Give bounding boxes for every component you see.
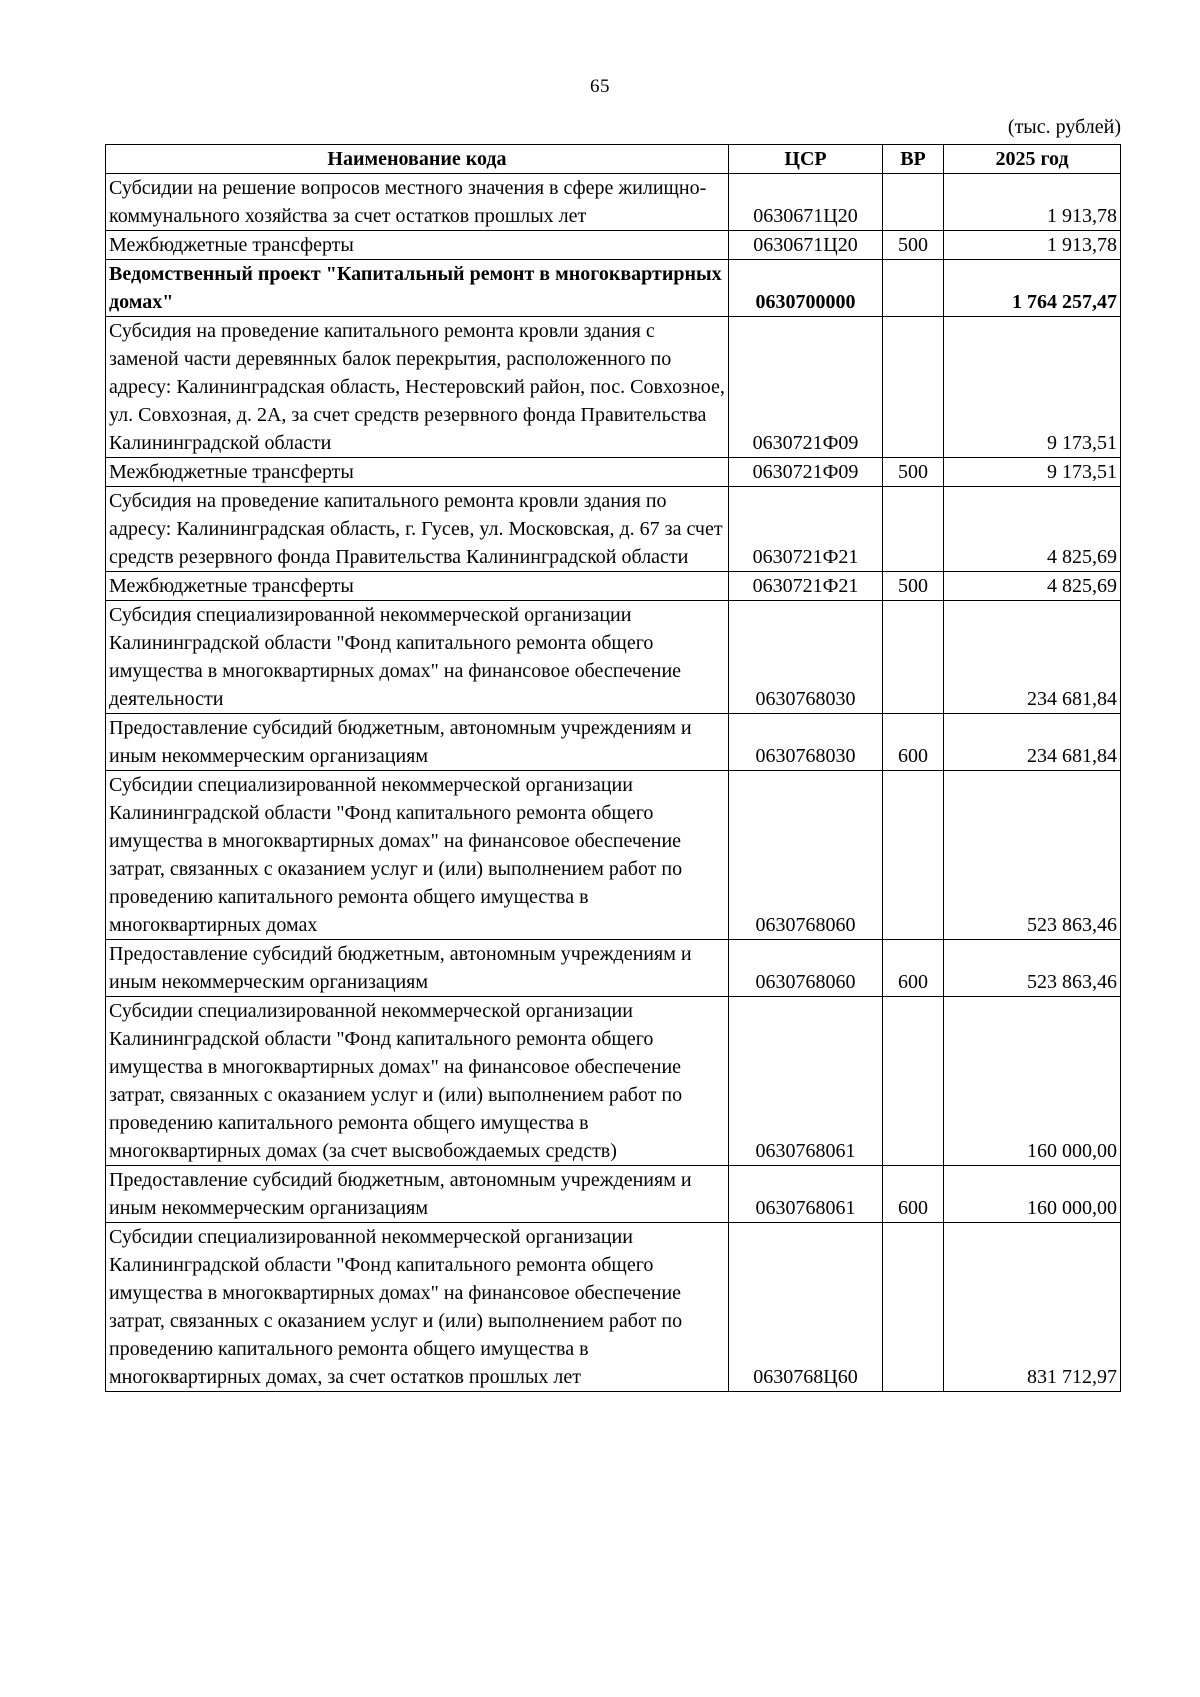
cell-vr: 600: [883, 940, 944, 997]
cell-name: Субсидии специализированной некоммерческой организации Калининградской области "Фонд капитального ремонта общего имущества в многоквартирных домах" на финансовое обеспечение затрат, связанных с оказанием услуг и (или) выполнением работ по проведению капитального ремонта общего имущества в многоквартирных домах (за счет высвобождаемых средств): [106, 997, 729, 1166]
cell-csr: 0630768030: [729, 601, 883, 714]
cell-amount: 523 863,46: [944, 940, 1121, 997]
cell-name: Субсидия специализированной некоммерческой организации Калининградской области "Фонд капитального ремонта общего имущества в многоквартирных домах" на финансовое обеспечение деятельности: [106, 601, 729, 714]
cell-name: Субсидии специализированной некоммерческой организации Калининградской области "Фонд капитального ремонта общего имущества в многоквартирных домах" на финансовое обеспечение затрат, связанных с оказанием услуг и (или) выполнением работ по проведению капитального ремонта общего имущества в многоквартирных домах: [106, 771, 729, 940]
cell-csr: 0630721Ф21: [729, 487, 883, 572]
table-row: [106, 997, 1121, 1166]
table-row: [106, 458, 1121, 487]
cell-csr: 0630700000: [729, 260, 883, 317]
cell-amount: 160 000,00: [944, 1166, 1121, 1223]
cell-vr: 500: [883, 231, 944, 260]
table-row: [106, 572, 1121, 601]
cell-amount: 1 913,78: [944, 231, 1121, 260]
cell-vr: [883, 317, 944, 458]
cell-vr: [883, 997, 944, 1166]
table-row: [106, 317, 1121, 458]
cell-vr: [883, 174, 944, 231]
table-row: [106, 260, 1121, 317]
cell-amount: 523 863,46: [944, 771, 1121, 940]
cell-name: Предоставление субсидий бюджетным, автономным учреждениям и иным некоммерческим организациям: [106, 940, 729, 997]
cell-name: Межбюджетные трансферты: [106, 458, 729, 487]
cell-csr: 0630768060: [729, 771, 883, 940]
budget-table: [105, 144, 1121, 1392]
header-name: Наименование кода: [106, 145, 729, 174]
cell-amount: 1 764 257,47: [944, 260, 1121, 317]
cell-csr: 0630721Ф09: [729, 458, 883, 487]
cell-vr: 500: [883, 458, 944, 487]
cell-amount: 4 825,69: [944, 572, 1121, 601]
cell-name: Субсидия на проведение капитального ремонта кровли здания с заменой части деревянных балок перекрытия, расположенного по адресу: Калининградская область, Нестеровский район, пос. Совхозное, ул. Совхозная, д. 2А, за счет средств резервного фонда Правительства Калининградской области: [106, 317, 729, 458]
cell-csr: 0630768030: [729, 714, 883, 771]
cell-csr: 0630768061: [729, 997, 883, 1166]
table-row: [106, 1166, 1121, 1223]
cell-csr: 0630721Ф21: [729, 572, 883, 601]
cell-vr: [883, 771, 944, 940]
cell-amount: 234 681,84: [944, 601, 1121, 714]
cell-amount: 234 681,84: [944, 714, 1121, 771]
cell-vr: [883, 487, 944, 572]
cell-name: Субсидия на проведение капитального ремонта кровли здания по адресу: Калининградская область, г. Гусев, ул. Московская, д. 67 за счет средств резервного фонда Правительства Калининградской области: [106, 487, 729, 572]
cell-amount: 831 712,97: [944, 1223, 1121, 1392]
cell-name: Субсидии специализированной некоммерческой организации Калининградской области "Фонд капитального ремонта общего имущества в многоквартирных домах" на финансовое обеспечение затрат, связанных с оказанием услуг и (или) выполнением работ по проведению капитального ремонта общего имущества в многоквартирных домах, за счет остатков прошлых лет: [106, 1223, 729, 1392]
cell-csr: 0630768060: [729, 940, 883, 997]
cell-amount: 160 000,00: [944, 997, 1121, 1166]
table-row: [106, 231, 1121, 260]
header-amount: 2025 год: [944, 145, 1121, 174]
table-row: [106, 601, 1121, 714]
table-row: [106, 940, 1121, 997]
cell-vr: 600: [883, 1166, 944, 1223]
cell-amount: 9 173,51: [944, 317, 1121, 458]
cell-amount: 9 173,51: [944, 458, 1121, 487]
table-row: [106, 714, 1121, 771]
cell-csr: 0630768Ц60: [729, 1223, 883, 1392]
table-row: [106, 1223, 1121, 1392]
table-header-row: [106, 145, 1121, 174]
cell-name: Межбюджетные трансферты: [106, 231, 729, 260]
table-row: [106, 174, 1121, 231]
cell-vr: 600: [883, 714, 944, 771]
cell-amount: 4 825,69: [944, 487, 1121, 572]
header-vr: ВР: [883, 145, 944, 174]
cell-vr: [883, 601, 944, 714]
cell-name: Предоставление субсидий бюджетным, автономным учреждениям и иным некоммерческим организациям: [106, 714, 729, 771]
cell-vr: [883, 1223, 944, 1392]
cell-amount: 1 913,78: [944, 174, 1121, 231]
cell-vr: [883, 260, 944, 317]
cell-name: Субсидии на решение вопросов местного значения в сфере жилищно-коммунального хозяйства за счет остатков прошлых лет: [106, 174, 729, 231]
header-csr: ЦСР: [729, 145, 883, 174]
page-number: 65: [590, 76, 610, 97]
table-body: [106, 174, 1121, 1392]
cell-name: Межбюджетные трансферты: [106, 572, 729, 601]
table-row: [106, 487, 1121, 572]
table-row: [106, 771, 1121, 940]
cell-csr: 0630768061: [729, 1166, 883, 1223]
cell-csr: 0630671Ц20: [729, 174, 883, 231]
cell-name: Ведомственный проект "Капитальный ремонт в многоквартирных домах": [106, 260, 729, 317]
cell-vr: 500: [883, 572, 944, 601]
units-label: (тыс. рублей): [1007, 116, 1121, 138]
cell-name: Предоставление субсидий бюджетным, автономным учреждениям и иным некоммерческим организациям: [106, 1166, 729, 1223]
cell-csr: 0630721Ф09: [729, 317, 883, 458]
cell-csr: 0630671Ц20: [729, 231, 883, 260]
